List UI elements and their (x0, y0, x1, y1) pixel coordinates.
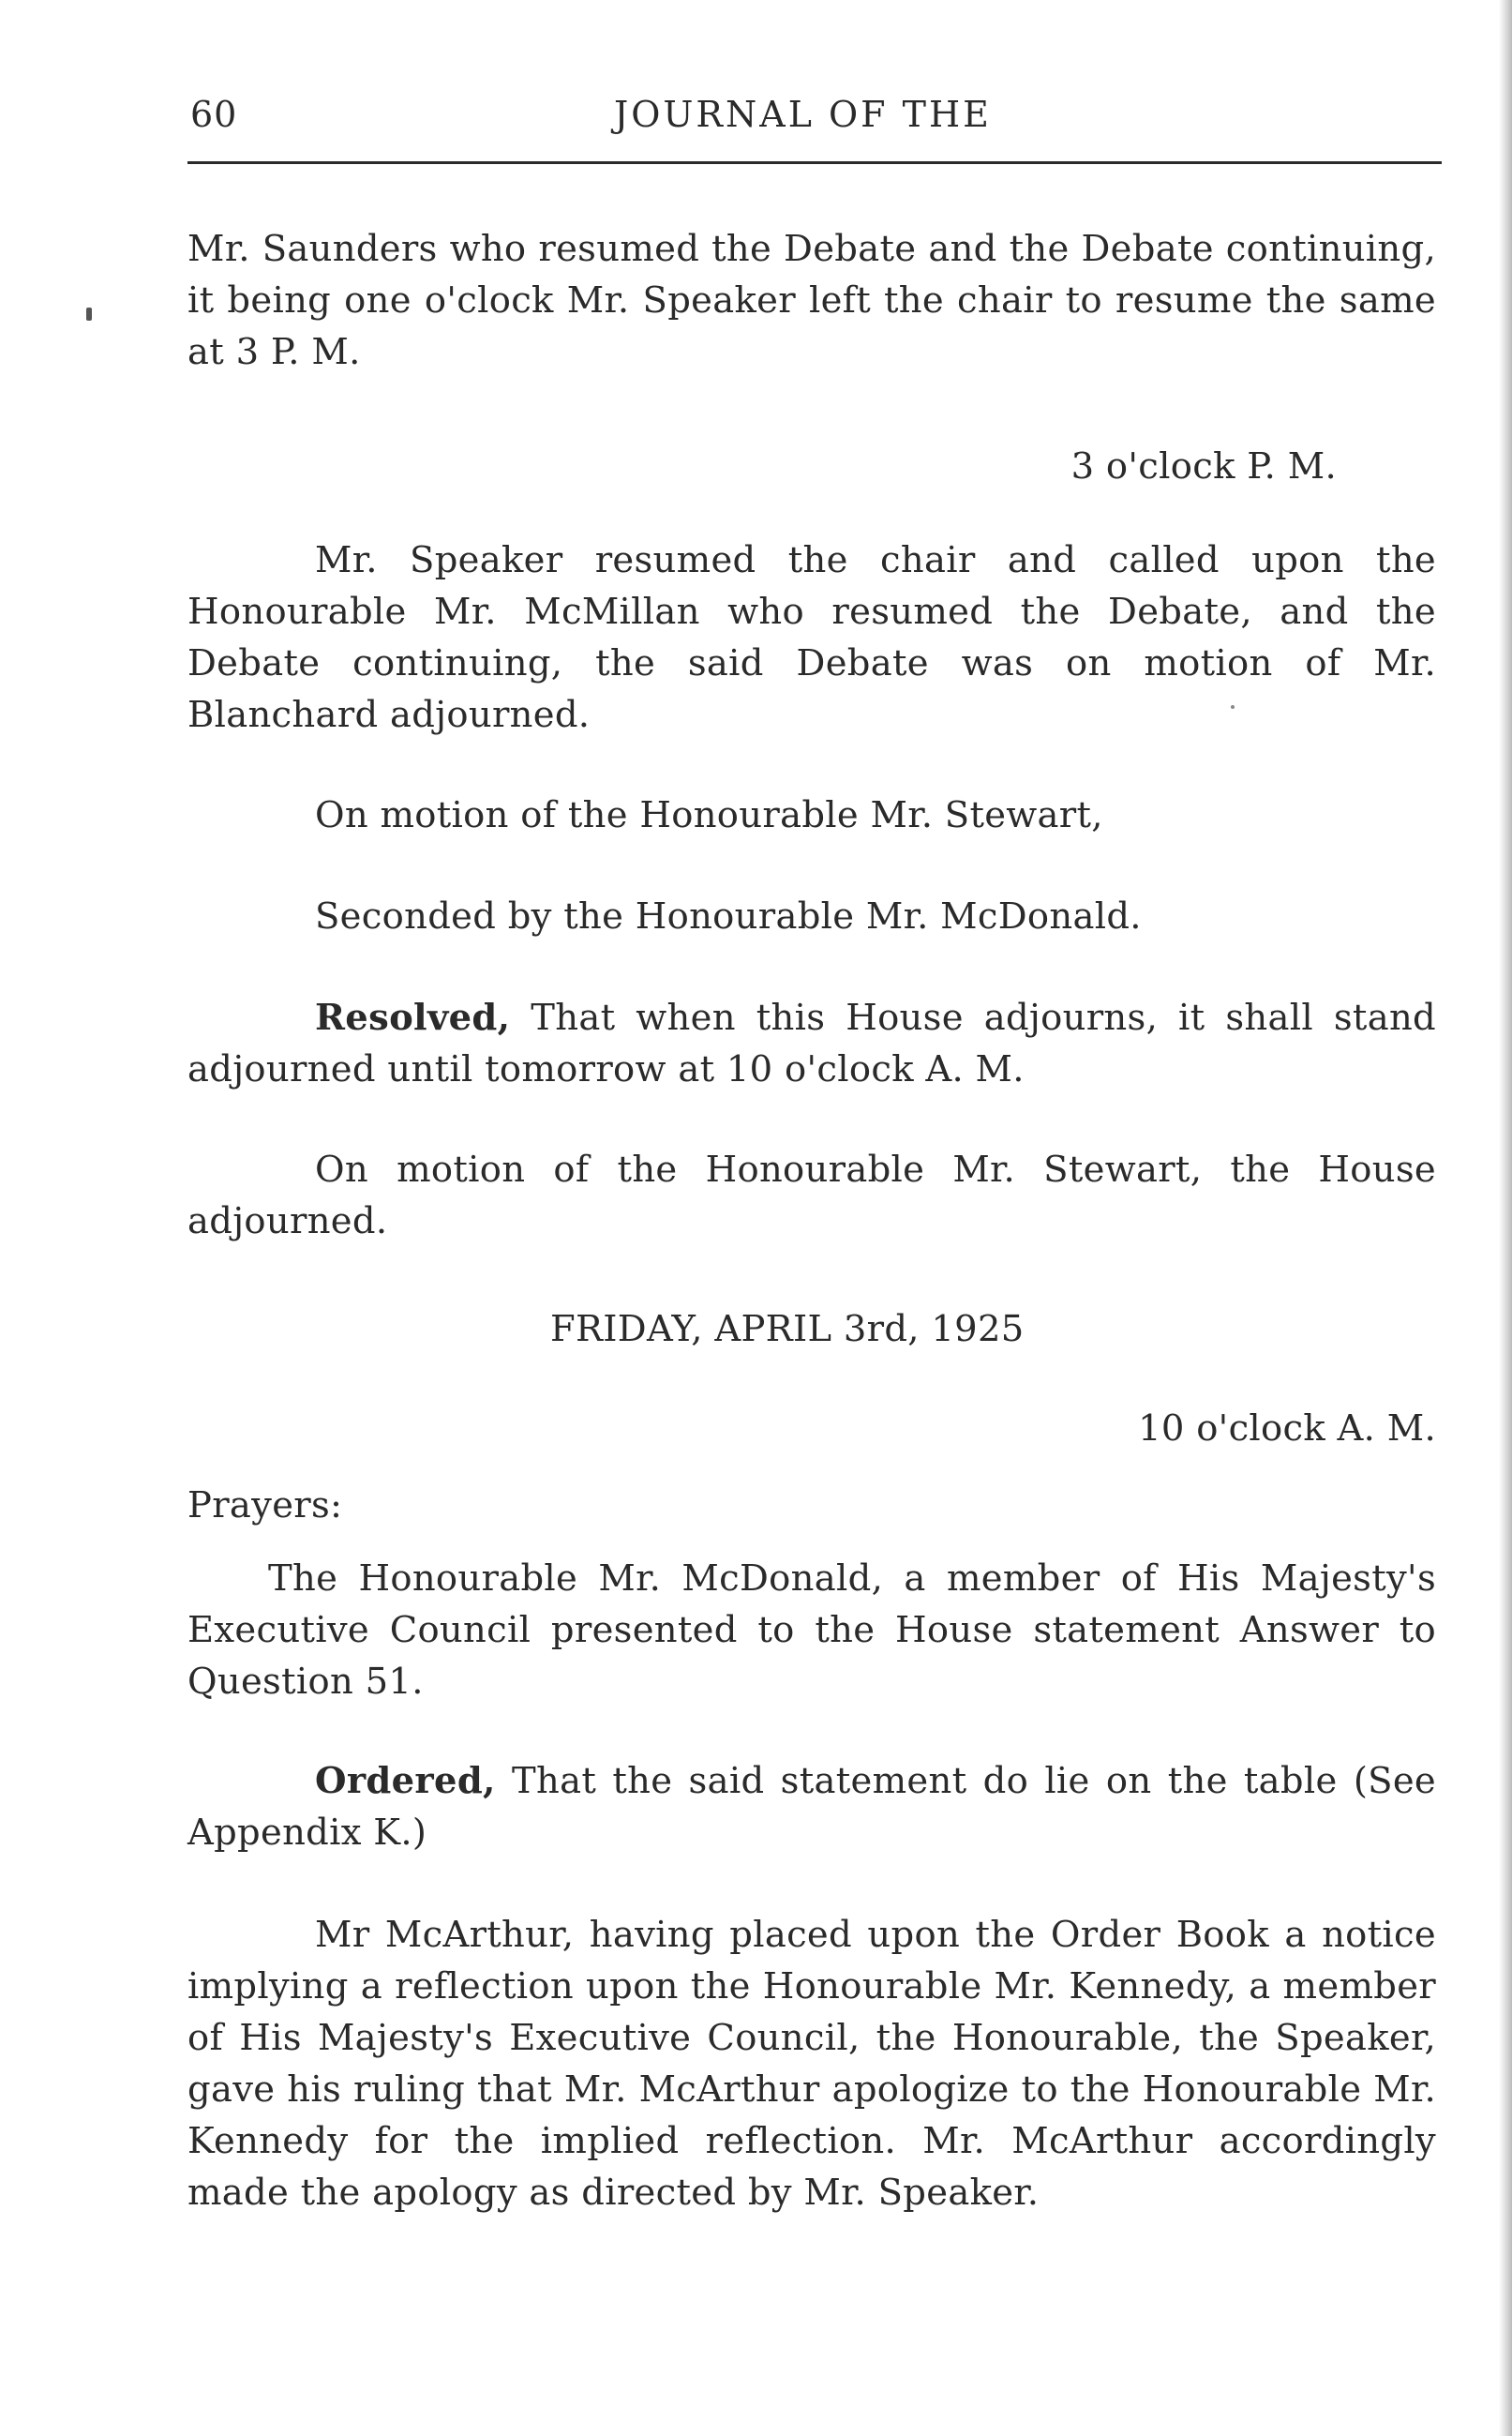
date-heading: FRIDAY, APRIL 3rd, 1925 (550, 1308, 1025, 1350)
paragraph-mcdonald-statement: The Honourable Mr. McDonald, a member of His Majesty's Executive Council presented to the House statement Answer to Question 51. (187, 1557, 1436, 1703)
ordered-label: Ordered, (315, 1760, 496, 1802)
page-edge-shadow (1499, 0, 1512, 2436)
paragraph-speaker-resumed: Mr. Speaker resumed the chair and called upon the Honourable Mr. McMillan who resumed the Debate, and the Debate continuing, the said Debate was on motion of Mr. Blanchard adjourned. (187, 539, 1436, 736)
running-head: JOURNAL OF THE (614, 94, 992, 135)
prayers-label: Prayers: (187, 1484, 343, 1526)
margin-mark (86, 308, 92, 321)
paragraph-seconded-mcdonald: Seconded by the Honourable Mr. McDonald. (315, 895, 1142, 938)
time-three-pm: 3 o'clock P. M. (1070, 445, 1337, 488)
time-ten-am: 10 o'clock A. M. (1138, 1407, 1436, 1450)
page-header (187, 94, 1442, 150)
resolved-text: That when this House adjourns, it shall stand adjourned until tomorrow at 10 o'clock A. M. (187, 997, 1436, 1090)
header-rule (187, 161, 1442, 164)
paragraph-mcarthur-apology: Mr McArthur, having placed upon the Order Book a notice implying a reflection upon the Honourable Mr. Kennedy, a member of His Majesty's Executive Council, the Honourable, the Speaker, gave his ruling that Mr. McArthur apologize to the Honourable Mr. Kennedy for the implied reflection. Mr. McArthur accordingly made the apology as directed by Mr. Speaker. (187, 1914, 1436, 2214)
resolved-label: Resolved, (315, 997, 511, 1039)
paragraph-resolved (187, 992, 1436, 1095)
paragraph-house-adjourned: On motion of the Honourable Mr. Stewart, the House adjourned. (187, 1149, 1436, 1242)
paragraph-motion-stewart: On motion of the Honourable Mr. Stewart, (315, 794, 1103, 836)
ordered-text: That the said statement do lie on the table (See Appendix K.) (187, 1760, 1436, 1854)
paragraph-saunders: Mr. Saunders who resumed the Debate and the Debate continuing, it being one o'clock Mr. Speaker left the chair to resume the same at 3 P. M. (187, 228, 1436, 373)
paragraph-ordered (187, 1755, 1436, 1858)
page-number: 60 (190, 94, 238, 135)
